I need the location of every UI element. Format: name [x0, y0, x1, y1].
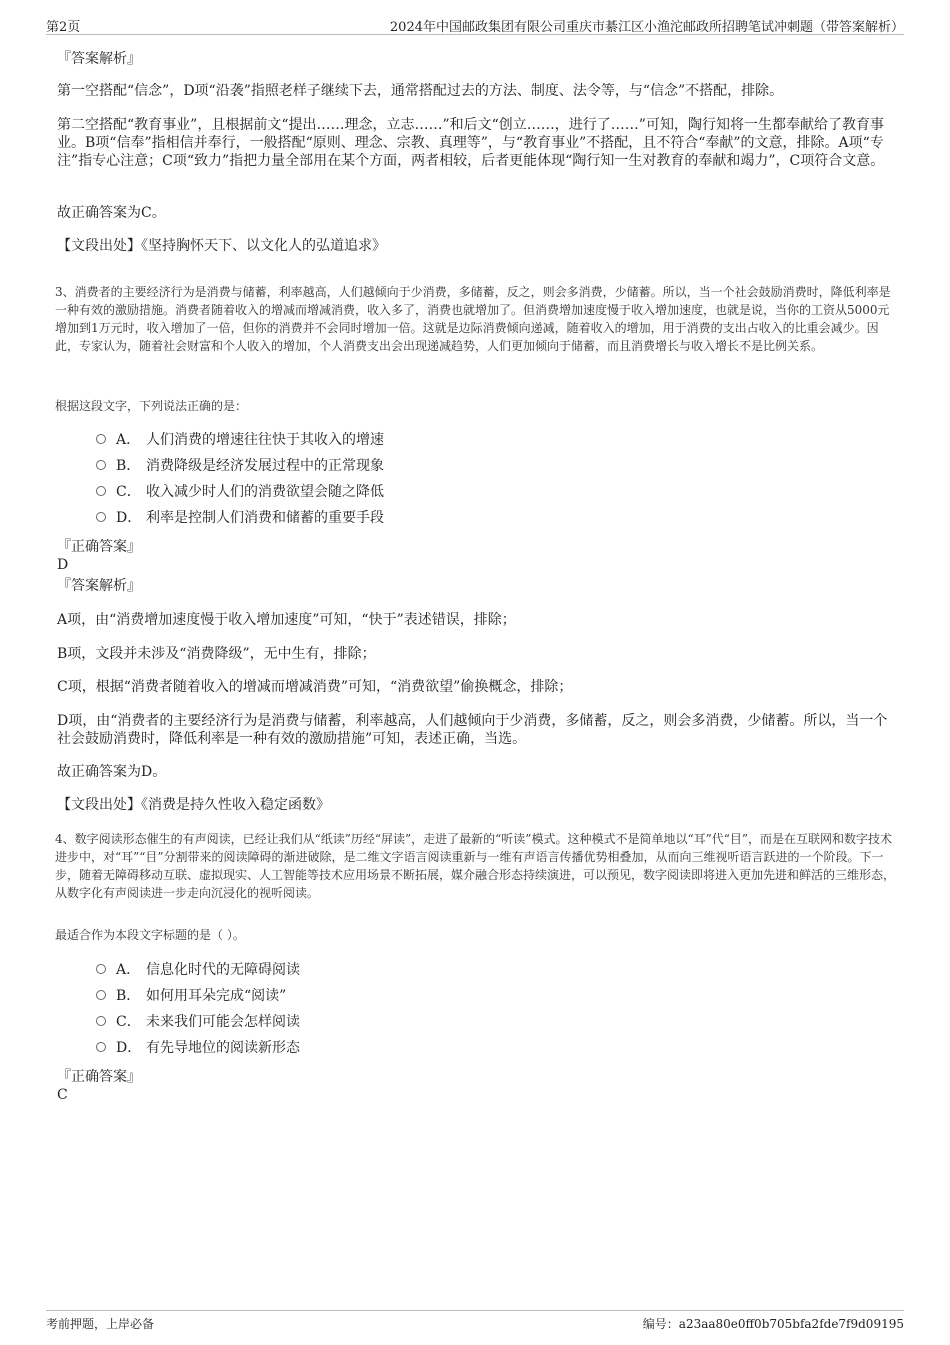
radio-icon[interactable]: [96, 1042, 106, 1052]
q3-option-a[interactable]: A． 人们消费的增速往往快于其收入的增速: [96, 431, 384, 449]
q4-answer: C: [57, 1087, 68, 1103]
q3-analysis-title: 『答案解析』: [57, 578, 141, 594]
document-title: 2024年中国邮政集团有限公司重庆市綦江区小渔沱邮政所招聘笔试冲刺题（带答案解析）: [389, 20, 904, 35]
q2-analysis-title: 『答案解析』: [57, 51, 141, 67]
radio-icon[interactable]: [96, 460, 106, 470]
q2-conclusion: 故正确答案为C。: [57, 205, 166, 221]
footer-slogan: 考前押题，上岸必备: [46, 1317, 155, 1331]
radio-icon[interactable]: [96, 434, 106, 444]
q4-answer-title: 『正确答案』: [57, 1069, 141, 1085]
radio-icon[interactable]: [96, 512, 106, 522]
radio-icon[interactable]: [96, 1016, 106, 1026]
q3-answer: D: [57, 557, 69, 573]
radio-icon[interactable]: [96, 486, 106, 496]
q4-option-a[interactable]: A． 信息化时代的无障碍阅读: [96, 961, 300, 979]
q3-prompt: 根据这段文字，下列说法正确的是：: [55, 399, 248, 413]
q3-source: 【文段出处】《消费是持久性收入稳定函数》: [57, 797, 330, 813]
q2-analysis-para-2: 第二空搭配“教育事业”，且根据前文“提出……理念，立志……”和后文“创立……，进行了……”可知，陶行知将一生都奉献给了教育事业。B项“信奉”指相信并奉行，一般搭配“原则、理念、宗教、真理等”，与“教育事业”不搭配，且不符合“奉献”的文意，排除。A项“专注”指专心注意；C项“致力”指把力量全部用在某个方面，两者相较，后者更能体现“陶行知一生对教育的奉献和竭力”，C项符合文意。: [57, 117, 885, 169]
q4-stem: 4、数字阅读形态催生的有声阅读，已经让我们从“纸读”历经“屏读”，走进了最新的“听读”模式。这种模式不是简单地以“耳”代“目”，而是在互联网和数字技术进步中，对“耳”“目”分割带来的阅读障碍的渐进破除，是二维文字语言阅读重新与一维有声语言传播优势相叠加，从而向三维视听语言跃进的一个阶段。下一步，随着无障碍移动互联、虚拟现实、人工智能等技术应用场景不断拓展，媒介融合形态持续演进，可以预见，数字阅读即将进入更加先进和鲜活的三维形态，从数字化有声阅读进一步走向沉浸化的视听阅读。: [55, 832, 896, 900]
q4-option-b[interactable]: B． 如何用耳朵完成“阅读”: [96, 987, 286, 1005]
q4-option-d[interactable]: D． 有先导地位的阅读新形态: [96, 1039, 300, 1057]
q3-answer-title: 『正确答案』: [57, 539, 141, 555]
radio-icon[interactable]: [96, 990, 106, 1000]
q2-analysis-para-1: 第一空搭配“信念”，D项“沿袭”指照老样子继续下去，通常搭配过去的方法、制度、法令等，与“信念”不搭配，排除。: [57, 83, 784, 99]
q2-source: 【文段出处】《坚持胸怀天下、以文化人的弘道追求》: [57, 238, 386, 254]
q3-analysis-c: C项，根据“消费者随着收入的增减而增减消费”可知，“消费欲望”偷换概念，排除；: [57, 679, 573, 695]
q4-prompt: 最适合作为本段文字标题的是（ ）。: [55, 928, 245, 942]
radio-icon[interactable]: [96, 964, 106, 974]
q3-option-b[interactable]: B． 消费降级是经济发展过程中的正常现象: [96, 457, 384, 475]
q3-option-c[interactable]: C． 收入减少时人们的消费欲望会随之降低: [96, 483, 384, 501]
q3-analysis-d: D项，由“消费者的主要经济行为是消费与储蓄，利率越高，人们越倾向于少消费，多储蓄，反之，则会多消费，少储蓄。所以，当一个社会鼓励消费时，降低利率是一种有效的激励措施”可知，表述正确，当选。: [57, 713, 888, 747]
q4-option-c[interactable]: C． 未来我们可能会怎样阅读: [96, 1013, 300, 1031]
q3-option-d[interactable]: D． 利率是控制人们消费和储蓄的重要手段: [96, 509, 384, 527]
q3-conclusion: 故正确答案为D。: [57, 764, 167, 780]
q3-analysis-a: A项，由“消费增加速度慢于收入增加速度”可知，“快于”表述错误，排除；: [57, 612, 516, 628]
document-code: 编号：a23aa80e0ff0b705bfa2fde7f9d09195: [642, 1317, 904, 1331]
page-number: 第2页: [46, 20, 81, 35]
q3-analysis-b: B项，文段并未涉及“消费降级”，无中生有，排除；: [57, 646, 376, 662]
page-footer: [46, 1310, 904, 1333]
page-header: [46, 14, 904, 35]
q3-stem: 3、消费者的主要经济行为是消费与储蓄，利率越高，人们越倾向于少消费，多储蓄，反之，则会多消费，少储蓄。所以，当一个社会鼓励消费时，降低利率是一种有效的激励措施。消费者随着收入的增减而增减消费，收入多了，消费也就增加了。但消费增加速度慢于收入增加速度，也就是说，当你的工资从5000元增加到1万元时，收入增加了一倍，但你的消费并不会同时增加一倍。这就是边际消费倾向递减，随着收入的增加，用于消费的支出占收入的比重会减少。因此，专家认为，随着社会财富和个人收入的增加，个人消费支出会出现递减趋势，人们更加倾向于储蓄，而且消费增长与收入增长不是比例关系。: [55, 285, 891, 353]
